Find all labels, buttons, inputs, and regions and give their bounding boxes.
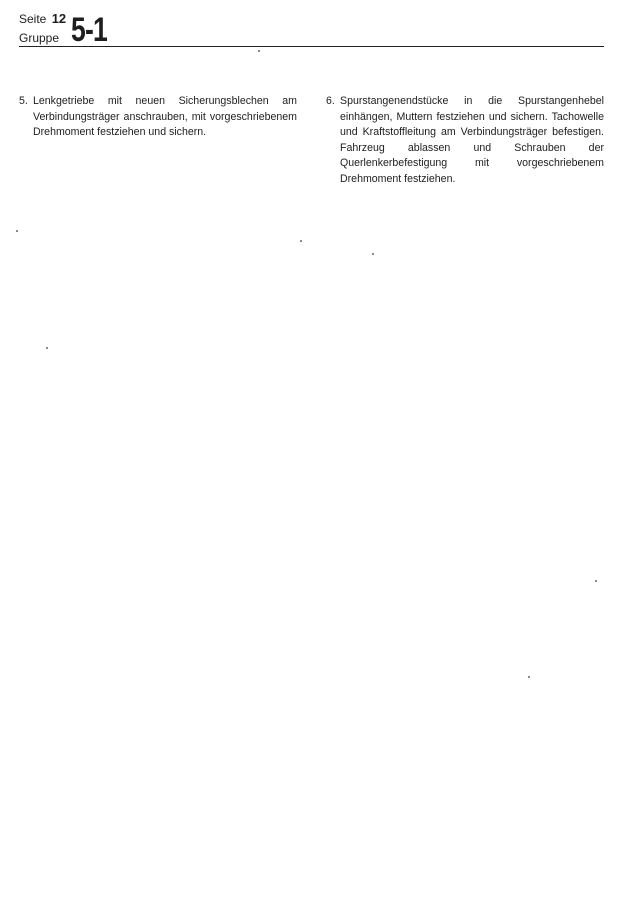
step-number: 5. (19, 95, 28, 107)
scan-speck (46, 347, 48, 349)
scan-speck (528, 676, 530, 678)
seite-label: Seite (19, 12, 47, 26)
scan-speck (16, 230, 18, 232)
scan-speck (595, 580, 597, 582)
step-6 (326, 94, 604, 187)
step-text: Spurstangenendstücke in die Spurstangenhebel einhängen, Muttern festziehen und sichern. Tachowelle und Kraftstoffleitung am Verbindungsträger befestigen. Fahrzeug ablassen und Schrauben der Querlenkerbefestigung mit vorgeschriebenem Drehmoment festziehen. (340, 95, 604, 185)
page-number: 12 (51, 11, 67, 26)
scan-speck (300, 240, 302, 242)
step-number: 6. (326, 95, 335, 107)
scan-speck (372, 253, 374, 255)
group-number: 5-1 (71, 11, 107, 49)
step-5 (19, 94, 297, 141)
step-text: Lenkgetriebe mit neuen Sicherungsblechen am Verbindungsträger anschrauben, mit vorgeschriebenem Drehmoment festziehen und sichern. (33, 95, 297, 138)
header-divider (19, 46, 604, 47)
page-number-line (19, 12, 66, 26)
page-header (19, 12, 604, 48)
scan-speck (258, 50, 260, 52)
gruppe-label: Gruppe (19, 31, 60, 45)
